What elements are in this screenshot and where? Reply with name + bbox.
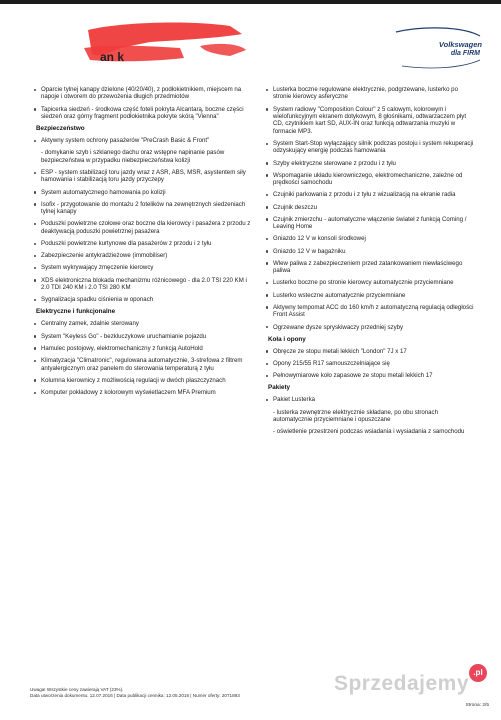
footer-dates: Data utworzenia dokumentu: 12.07.2016 | Data publikacji cennika: 12.05.2016 | Numer oferty: 2071893 xyxy=(30,693,240,698)
list-item: Gniazdo 12 V w konsoli środkowej xyxy=(266,235,476,242)
list-item: System radiowy "Composition Colour" z 5 calowym, kolorowym i wielofunkcyjnym ekranem dotykowym, 8 głośnikami, odtwarzaczem płyt CD, czytnikiem kart SD, AUX-IN oraz funkcją odtwarzania muzyki w formacie MP3. xyxy=(266,106,476,136)
list-item: System "Keyless Go" - bezkluczykowe uruchamianie pojazdu xyxy=(34,333,252,340)
right-column xyxy=(266,86,476,440)
list-item: Lusterko boczne po stronie kierowcy automatycznie przyciemniane xyxy=(266,279,476,286)
list-item: Opony 215/55 R17 samouszczelniające się xyxy=(266,360,476,367)
top-strip xyxy=(0,0,501,4)
list-item: Zabezpieczenie antykradzieżowe (immobiliser) xyxy=(34,252,252,259)
list-item: Wspomaganie układu kierowniczego, elektromechaniczne, zależne od prędkości samochodu xyxy=(266,172,476,187)
document-title: an k xyxy=(100,50,125,64)
list-item: Tapicerka siedzeń - środkowa część foteli pokryta Alcantarą, boczne części siedzeń oraz górny fragment podłokietnika pokryte skórą "Vienna" xyxy=(34,106,252,121)
list-item: Isofix - przygotowanie do montażu 2 fotelików na zewnętrznych siedzeniach tylnej kanapy xyxy=(34,201,252,216)
list-item: Lusterko wsteczne automatycznie przyciemniane xyxy=(266,292,476,299)
list-item: Klimatyzacja "Climatronic", regulowana automatycznie, 3-strefowa z filtrem antyalergicznym oraz panelem do sterowania temperaturą z tyłu xyxy=(34,357,252,372)
section-title-safety: Bezpieczeństwo xyxy=(36,125,85,133)
list-item: Pakiet Lusterka xyxy=(266,396,476,403)
list-item: Oparcie tylnej kanapy dzielone (40/20/40), z podłokietnikiem, miejscem na napoje i otworem do przewożenia długich przedmiotów xyxy=(34,86,252,101)
list-item: Czujniki parkowania z przodu i z tyłu z wizualizacją na ekranie radia xyxy=(266,191,476,198)
list-item: Aktywny system ochrony pasażerów "PreCrash Basic & Front" xyxy=(34,137,252,144)
footer xyxy=(30,687,240,699)
list-item: System wykrywający zmęczenie kierowcy xyxy=(34,264,252,271)
footer-vat-note: Uwaga! Wszystkie ceny zawierają VAT (23%). xyxy=(30,687,124,692)
section-title-packages: Pakiety xyxy=(268,384,291,392)
list-item: Poduszki powietrzne kurtynowe dla pasażerów z przodu i z tyłu xyxy=(34,240,252,247)
list-item: Poduszki powietrzne czołowe oraz boczne dla kierowcy i pasażera z przodu z deaktywacją poduszki powietrznej pasażera xyxy=(34,220,252,235)
list-item: Czujnik deszczu xyxy=(266,204,476,211)
list-subitem: - lusterka zewnętrzne elektrycznie składane, po obu stronach automatycznie przyciemniane i opuszczane xyxy=(273,408,438,423)
list-item: Kolumna kierownicy z możliwością regulacji w dwóch płaszczyznach xyxy=(34,377,252,384)
list-item: Lusterka boczne regulowane elektrycznie, podgrzewane, lusterko po stronie kierowcy asferyczne xyxy=(266,86,476,101)
list-item: XDS elektroniczna blokada mechanizmu różnicowego - dla 2.0 TSI 220 KM i 2.0 TDI 240 KM i 2.0 TSI 280 KM xyxy=(34,277,252,292)
list-item: Komputer pokładowy z kolorowym wyświetlaczem MFA Premium xyxy=(34,389,252,396)
list-item: Hamulec postojowy, elektromechaniczny z funkcją AutoHold xyxy=(34,345,252,352)
list-item: Obręcze ze stopu metali lekkich "London" 7J x 17 xyxy=(266,348,476,355)
list-item: Szyby elektryczne sterowane z przodu i z tyłu xyxy=(266,160,476,167)
section-title-wheels: Koła i opony xyxy=(268,335,306,343)
list-item: Czujnik zmierzchu - automatyczne włączenie świateł z funkcją Coming / Leaving Home xyxy=(266,216,476,231)
list-item: Centralny zamek, zdalnie sterowany xyxy=(34,320,252,327)
list-item: Pełnowymiarowe koło zapasowe ze stopu metali lekkich 17 xyxy=(266,372,476,379)
left-column xyxy=(34,86,252,401)
list-item: Aktywny tempomat ACC do 160 km/h z automatyczną regulacją odległości Front Assist xyxy=(266,304,476,319)
volkswagen-logo xyxy=(392,26,482,70)
list-item: System Start-Stop wyłączający silnik podczas postoju i system rekuperacji odzyskujący energię podczas hamowania xyxy=(266,140,476,155)
list-item: System automatycznego hamowania po kolizji xyxy=(34,189,252,196)
logo-text-subtitle: dla FIRM xyxy=(450,50,480,57)
page-number: Strona: 2/5 xyxy=(465,703,489,708)
list-item: Gniazdo 12 V w bagażniku xyxy=(266,248,476,255)
watermark-badge: .pl xyxy=(469,664,487,682)
list-item: Wlew paliwa z zabezpieczeniem przed zatankowaniem niewłaściwego paliwa xyxy=(266,260,476,275)
list-subitem: - domykanie szyb i szklanego dachu oraz wstępne napinanie pasów bezpieczeństwa w przypadku niebezpieczeństwa kolizji xyxy=(41,149,225,164)
list-item: Sygnalizacja spadku ciśnienia w oponach xyxy=(34,296,252,303)
watermark-text: Sprzedajemy xyxy=(333,672,469,695)
list-item: Ogrzewane dysze spryskiwaczy przedniej szyby xyxy=(266,324,476,331)
list-item: ESP - system stabilizacji toru jazdy wraz z ASR, ABS, MSR, asystentem siły hamowania i stabilizacją toru jazdy przyczepy xyxy=(34,169,252,184)
list-subitem: - oświetlenie przestrzeni podczas wsiadania i wysiadania z samochodu xyxy=(273,428,465,436)
logo-text-brand: Volkswagen xyxy=(438,40,482,49)
section-title-electric: Elektryczne i funkcjonalne xyxy=(36,308,116,316)
